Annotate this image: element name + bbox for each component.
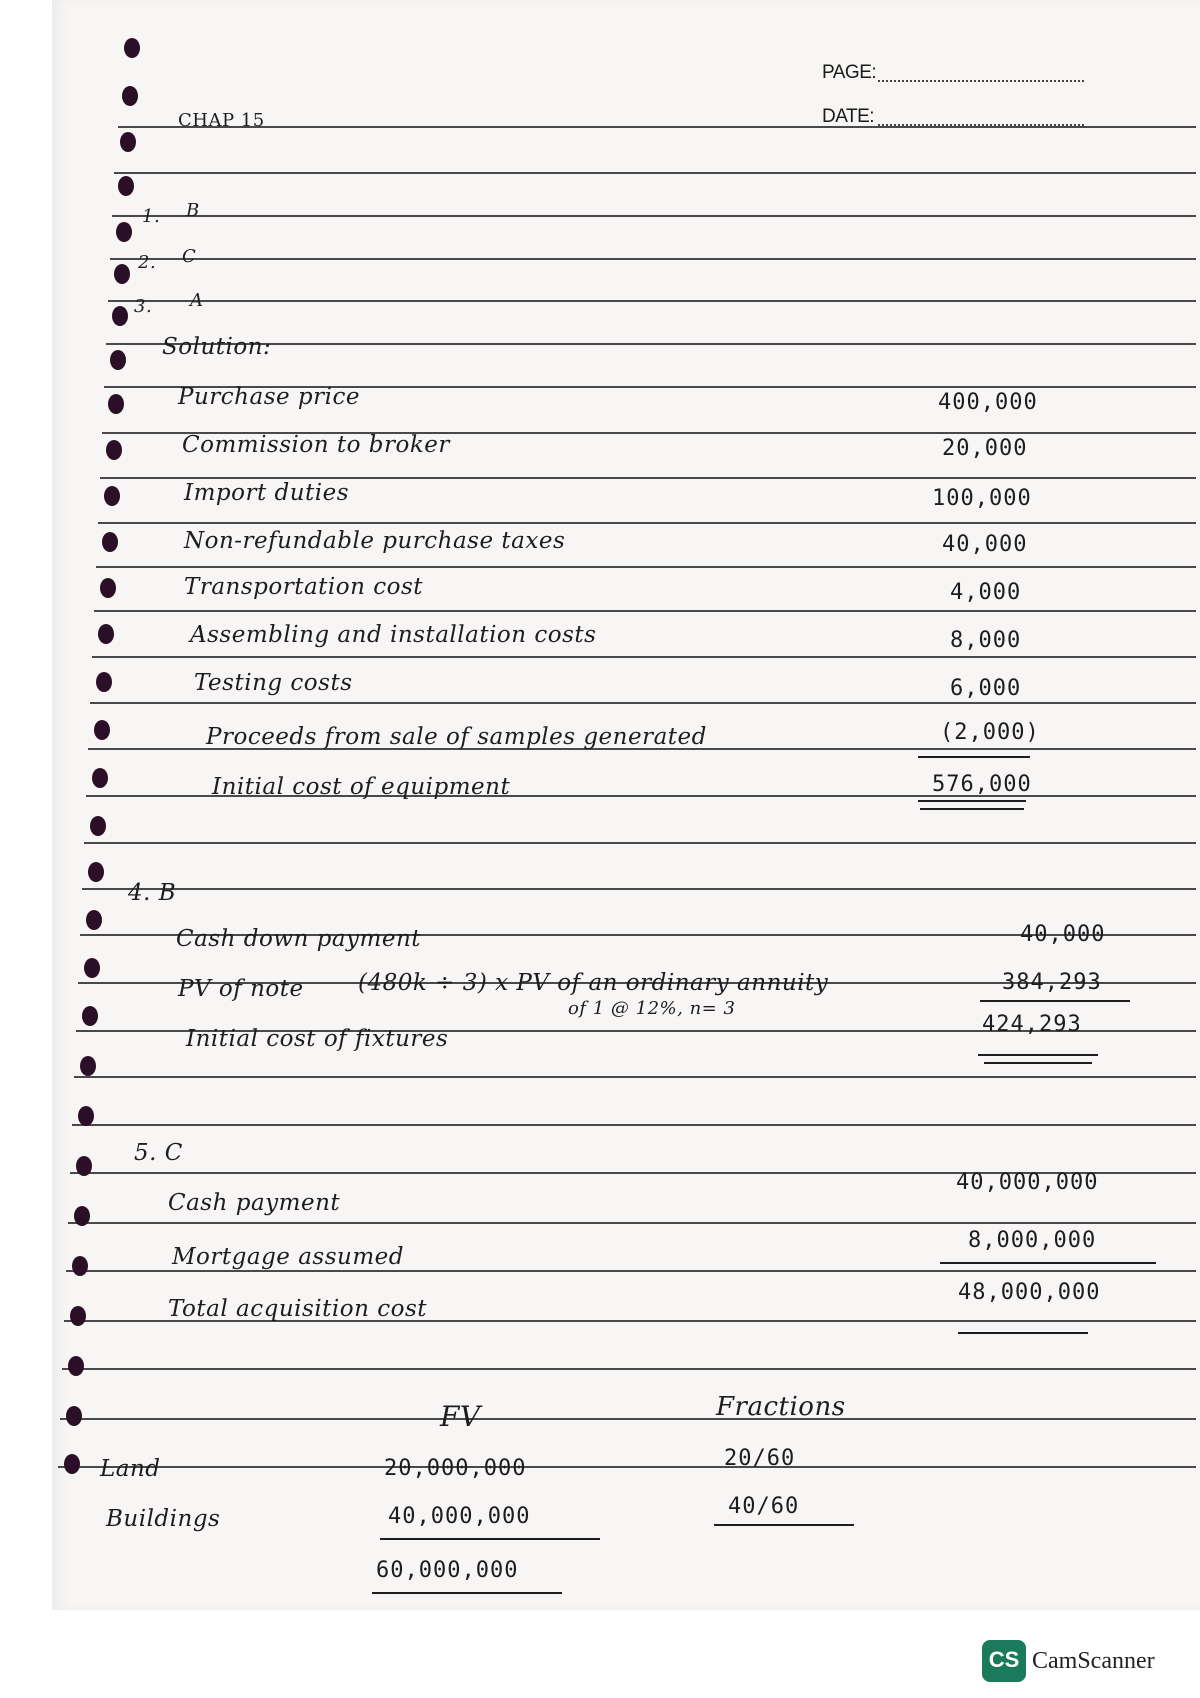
- ruled-line: [68, 1222, 1196, 1224]
- pv-note-formula-sub: of 1 @ 12%, n= 3: [568, 998, 736, 1019]
- mortgage-label: Mortgage assumed: [172, 1244, 404, 1270]
- binding-hole: [90, 816, 106, 836]
- total-double-underline: [918, 800, 1026, 802]
- binding-hole: [118, 176, 134, 196]
- cost-item-label: Testing costs: [194, 670, 353, 696]
- fv-total: 60,000,000: [376, 1558, 519, 1583]
- asset-fv: 20,000,000: [384, 1456, 527, 1481]
- ruled-line: [82, 888, 1196, 890]
- fv-total-underline: [372, 1592, 562, 1594]
- binding-hole: [82, 1006, 98, 1026]
- ruled-line: [98, 522, 1196, 524]
- ruled-line: [108, 300, 1196, 302]
- cost-item-label: Purchase price: [178, 384, 360, 410]
- question-heading: 5. C: [134, 1140, 183, 1166]
- ruled-line: [84, 842, 1196, 844]
- binding-hole: [108, 394, 124, 414]
- binding-hole: [110, 350, 126, 370]
- cash-down-label: Cash down payment: [176, 926, 422, 952]
- subtotal-underline: [918, 756, 1030, 758]
- answer-number: 2.: [138, 252, 157, 273]
- page-field-dots: [878, 80, 1084, 82]
- binding-hole: [106, 440, 122, 460]
- date-label: DATE:: [822, 106, 875, 127]
- binding-hole: [74, 1206, 90, 1226]
- binding-hole: [114, 264, 130, 284]
- answer-number: 1.: [142, 206, 161, 227]
- total-label: Total acquisition cost: [168, 1296, 428, 1322]
- cost-item-value: 8,000: [950, 628, 1022, 653]
- chapter-title: CHAP 15: [178, 110, 265, 131]
- asset-label: Buildings: [106, 1506, 221, 1532]
- cost-item-value: (2,000): [940, 720, 1040, 745]
- binding-hole: [76, 1156, 92, 1176]
- cash-payment-label: Cash payment: [168, 1190, 341, 1216]
- cost-item-label: Import duties: [184, 480, 350, 506]
- fv-underline: [380, 1538, 600, 1540]
- mortgage-value: 8,000,000: [968, 1228, 1097, 1253]
- ruled-line: [72, 1124, 1196, 1126]
- cost-item-label: Commission to broker: [182, 432, 450, 458]
- cost-item-value: 100,000: [932, 486, 1032, 511]
- binding-hole: [102, 532, 118, 552]
- ruled-line: [92, 656, 1196, 658]
- cost-item-value: 40,000: [942, 532, 1028, 557]
- answer-number: 3.: [134, 296, 153, 317]
- cost-item-label: Assembling and installation costs: [190, 622, 597, 648]
- answer-letter: C: [182, 246, 197, 267]
- binding-hole: [122, 86, 138, 106]
- ruled-line: [118, 126, 1196, 128]
- binding-hole: [124, 38, 140, 58]
- cost-item-label: Transportation cost: [184, 574, 424, 600]
- binding-hole: [70, 1306, 86, 1326]
- pv-note-label: PV of note: [178, 976, 304, 1002]
- camscanner-logo: CS: [982, 1640, 1026, 1682]
- cost-item-value: 400,000: [938, 390, 1038, 415]
- total-value: 48,000,000: [958, 1280, 1101, 1305]
- ruled-line: [60, 1418, 1196, 1420]
- ruled-line: [58, 1466, 1196, 1468]
- binding-hole: [68, 1356, 84, 1376]
- cost-item-label: Proceeds from sale of samples generated: [206, 724, 707, 750]
- answer-letter: A: [190, 290, 204, 311]
- binding-hole: [66, 1406, 82, 1426]
- ruled-line: [100, 477, 1196, 479]
- question-heading: 4. B: [128, 880, 177, 906]
- ruled-line: [114, 172, 1196, 174]
- cost-item-value: 6,000: [950, 676, 1022, 701]
- ruled-line: [62, 1368, 1196, 1370]
- answer-letter: B: [186, 200, 200, 221]
- cost-item-value: 20,000: [942, 436, 1028, 461]
- binding-hole: [64, 1454, 80, 1474]
- total-double-underline: [978, 1054, 1098, 1056]
- total-double-underline: [984, 1062, 1092, 1064]
- binding-hole: [86, 910, 102, 930]
- binding-hole: [104, 486, 120, 506]
- binding-hole: [100, 578, 116, 598]
- binding-hole: [72, 1256, 88, 1276]
- total-label: Initial cost of equipment: [212, 774, 511, 800]
- ruled-line: [112, 215, 1196, 217]
- total-label: Initial cost of fixtures: [186, 1026, 449, 1052]
- binding-hole: [84, 958, 100, 978]
- binding-hole: [98, 624, 114, 644]
- ruled-line: [66, 1270, 1196, 1272]
- col-header-fractions: Fractions: [716, 1392, 846, 1422]
- camscanner-watermark: CamScanner: [1032, 1648, 1155, 1674]
- binding-hole: [92, 768, 108, 788]
- binding-hole: [96, 672, 112, 692]
- asset-fraction: 40/60: [728, 1494, 800, 1519]
- asset-label: Land: [100, 1456, 161, 1482]
- binding-hole: [112, 306, 128, 326]
- col-header-fv: FV: [440, 1400, 481, 1433]
- asset-fraction: 20/60: [724, 1446, 796, 1471]
- subtotal-underline: [980, 1000, 1130, 1002]
- ruled-line: [90, 702, 1196, 704]
- binding-hole: [88, 862, 104, 882]
- ruled-line: [74, 1076, 1196, 1078]
- total-value: 424,293: [982, 1012, 1082, 1037]
- cash-payment-value: 40,000,000: [956, 1170, 1099, 1195]
- ruled-line: [96, 566, 1196, 568]
- cost-item-label: Non-refundable purchase taxes: [184, 528, 566, 554]
- cost-item-value: 4,000: [950, 580, 1022, 605]
- solution-heading: Solution:: [162, 334, 272, 360]
- asset-fv: 40,000,000: [388, 1504, 531, 1529]
- total-double-underline: [920, 808, 1024, 810]
- binding-hole: [120, 132, 136, 152]
- binding-hole: [116, 222, 132, 242]
- total-underline: [958, 1332, 1088, 1334]
- page-label: PAGE:: [822, 62, 877, 83]
- date-field-dots: [878, 124, 1084, 126]
- total-value: 576,000: [932, 772, 1032, 797]
- binding-hole: [80, 1056, 96, 1076]
- pv-note-formula: (480k ÷ 3) x PV of an ordinary annuity: [358, 970, 829, 996]
- binding-hole: [94, 720, 110, 740]
- binding-hole: [78, 1106, 94, 1126]
- pv-note-value: 384,293: [1002, 970, 1102, 995]
- subtotal-underline: [940, 1262, 1156, 1264]
- fraction-underline: [714, 1524, 854, 1526]
- cash-down-value: 40,000: [1020, 922, 1106, 947]
- ruled-line: [110, 258, 1196, 260]
- ruled-line: [94, 610, 1196, 612]
